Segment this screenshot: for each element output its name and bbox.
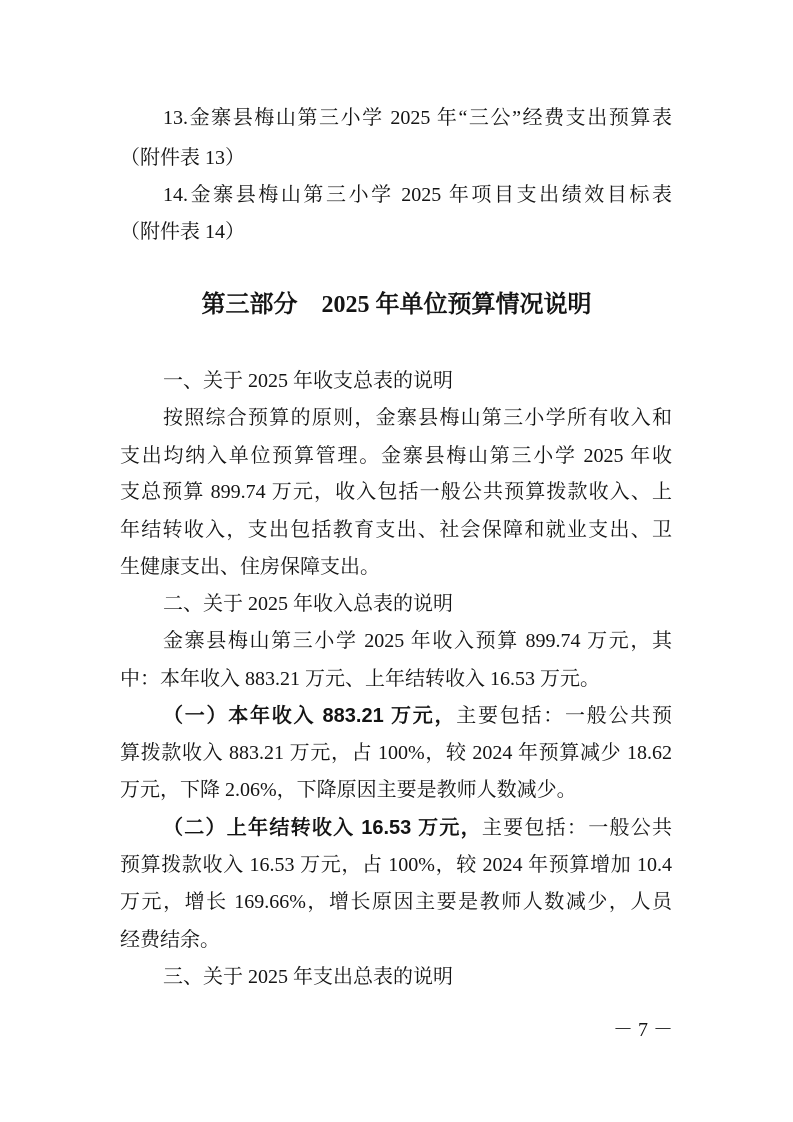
section3-heading: 三、关于 2025 年支出总表的说明	[163, 966, 453, 988]
attachment-item-13: 13.金寨县梅山第三小学 2025 年“三公”经费支出预算表	[163, 107, 672, 129]
section1-heading: 一、关于 2025 年收支总表的说明	[163, 370, 453, 392]
subsection1-line-3: 万元，下降 2.06%，下降原因主要是教师人数减少。	[120, 779, 577, 801]
subsection1-lead-rest: 主要包括：一般公共预	[456, 705, 672, 727]
section1-line-3: 支总预算 899.74 万元，收入包括一般公共预算拨款收入、上	[120, 481, 672, 503]
subsection2-line-3: 万元，增长 169.66%，增长原因主要是教师人数减少，人员	[120, 891, 672, 913]
subsection2-line-4: 经费结余。	[120, 929, 220, 951]
subsection2-lead-rest: 主要包括：一般公共	[481, 817, 672, 839]
section1-line-1: 按照综合预算的原则，金寨县梅山第三小学所有收入和	[163, 407, 672, 429]
section2-heading: 二、关于 2025 年收入总表的说明	[163, 593, 453, 615]
attachment-item-14: 14.金寨县梅山第三小学 2025 年项目支出绩效目标表	[163, 184, 672, 206]
subsection1-bold-lead: （一）本年收入 883.21 万元，	[163, 705, 457, 727]
section1-line-2: 支出均纳入单位预算管理。金寨县梅山第三小学 2025 年收	[120, 445, 672, 467]
attachment-item-13-note: （附件表 13）	[120, 147, 245, 169]
subsection2-first-line	[163, 814, 672, 842]
section2-line-2: 中：本年收入 883.21 万元、上年结转收入 16.53 万元。	[120, 668, 600, 690]
subsection1-first-line	[163, 702, 672, 730]
section1-line-4: 年结转收入，支出包括教育支出、社会保障和就业支出、卫	[120, 519, 672, 541]
section1-line-5: 生健康支出、住房保障支出。	[120, 556, 380, 578]
subsection2-line-2: 预算拨款收入 16.53 万元，占 100%，较 2024 年预算增加 10.4	[120, 854, 672, 876]
subsection1-line-2: 算拨款收入 883.21 万元，占 100%，较 2024 年预算减少 18.62	[120, 742, 672, 764]
part-title: 第三部分 2025 年单位预算情况说明	[201, 292, 592, 318]
subsection2-bold-lead: （二）上年结转收入 16.53 万元，	[163, 817, 482, 839]
attachment-item-14-note: （附件表 14）	[120, 221, 245, 243]
section2-line-1: 金寨县梅山第三小学 2025 年收入预算 899.74 万元，其	[163, 630, 672, 652]
page-number: － 7 －	[613, 1019, 673, 1041]
